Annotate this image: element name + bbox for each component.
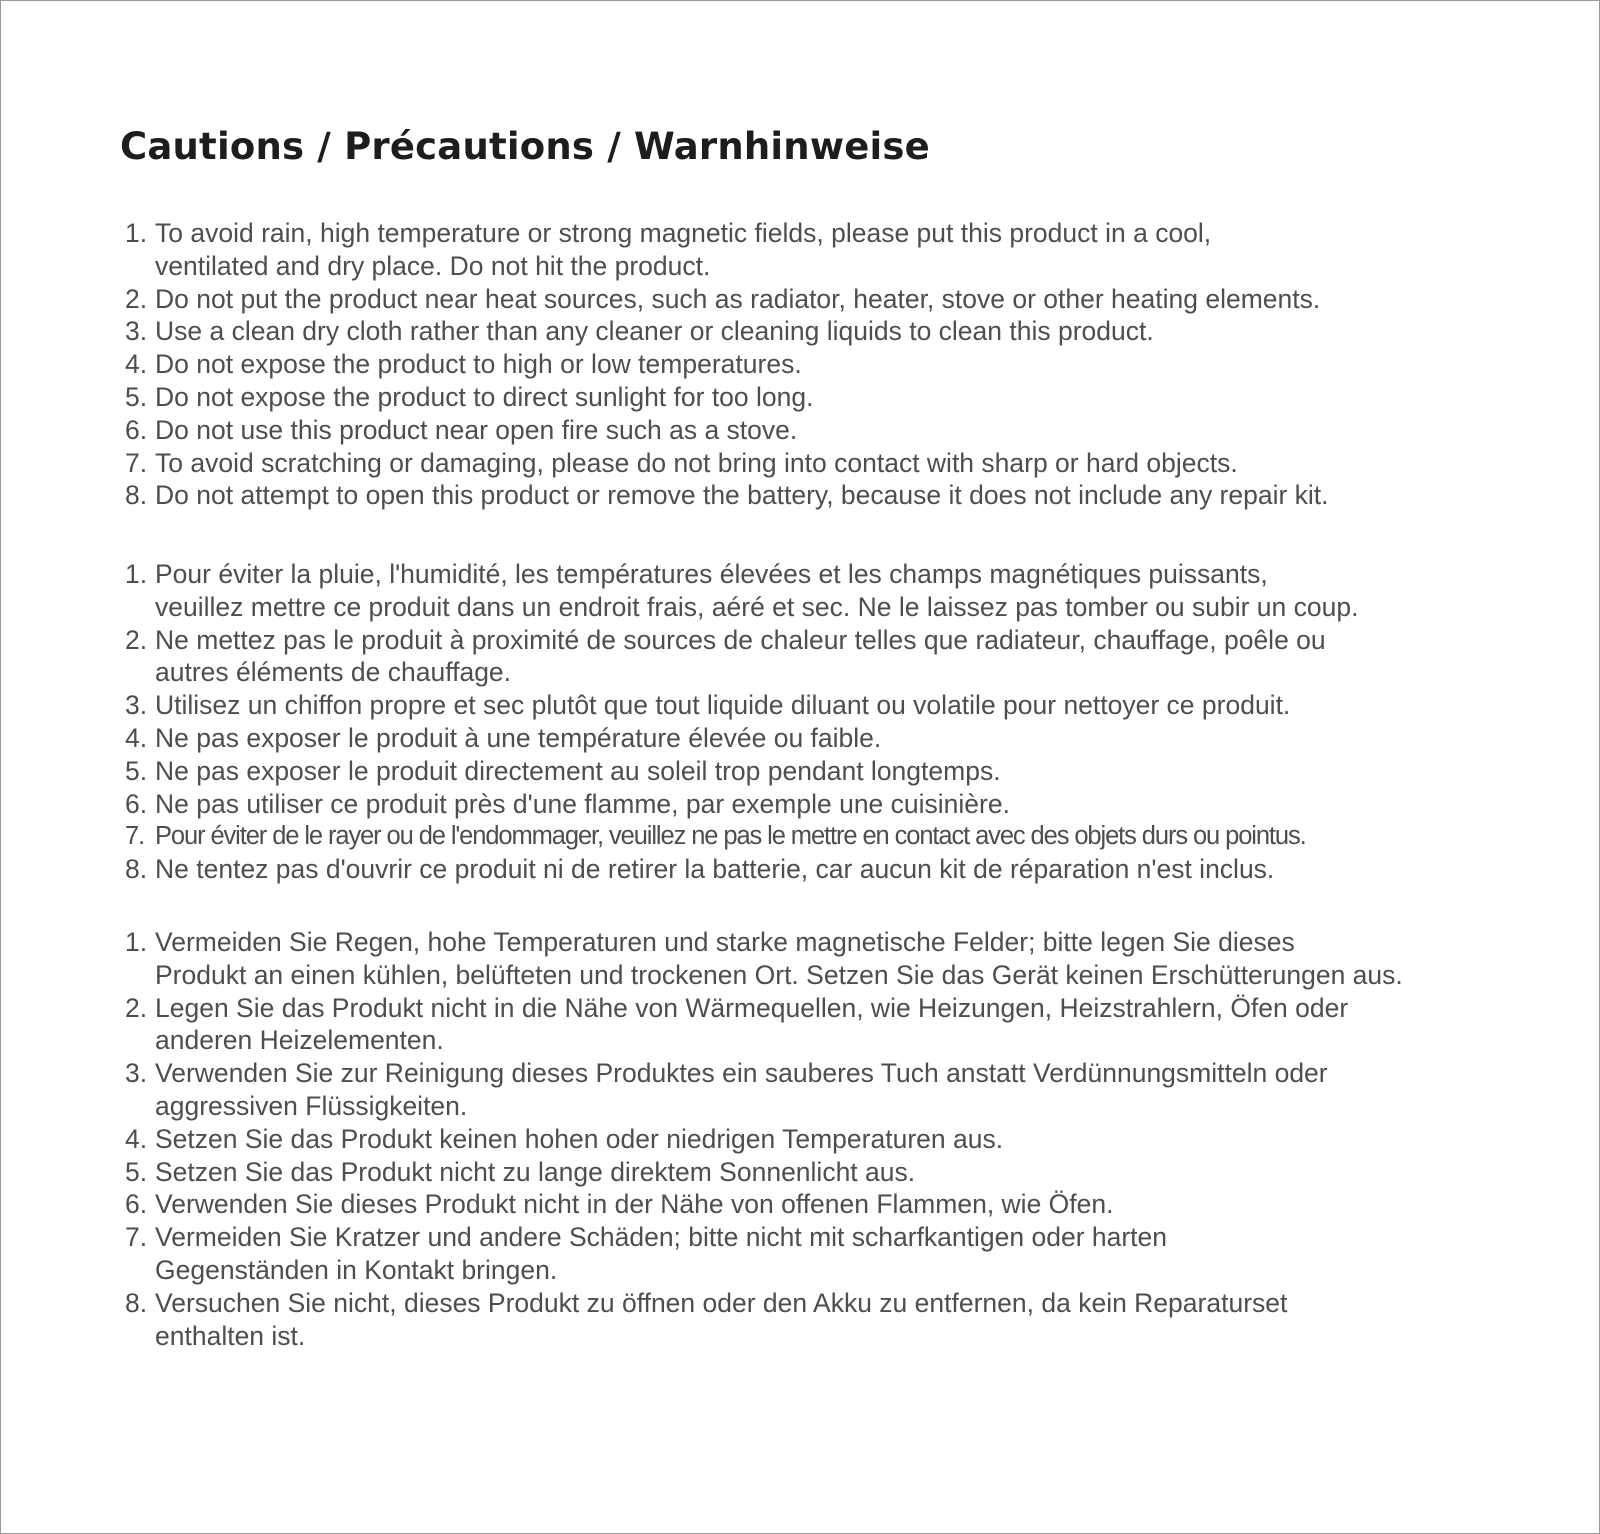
caution-item-line: Ne tentez pas d'ouvrir ce produit ni de retirer la batterie, car aucun kit de réparation n'est inclus. — [155, 854, 1275, 885]
caution-item-line: autres éléments de chauffage. — [155, 657, 512, 688]
caution-item — [125, 283, 1329, 316]
caution-item — [125, 1123, 1403, 1156]
caution-item-number: 4. — [125, 722, 148, 753]
caution-item-line: To avoid rain, high temperature or strong magnetic fields, please put this product in a cool, — [155, 218, 1212, 248]
caution-item-line: Do not expose the product to high or low temperatures. — [155, 349, 802, 380]
caution-item-line: anderen Heizelementen. — [155, 1025, 444, 1056]
caution-item — [125, 1188, 1403, 1221]
caution-item-line: Legen Sie das Produkt nicht in die Nähe von Wärmequellen, wie Heizungen, Heizstrahlern, Öfen oder — [155, 992, 1349, 1023]
caution-item-number: 2. — [125, 992, 148, 1023]
caution-item-line: Setzen Sie das Produkt nicht zu lange direktem Sonnenlicht aus. — [155, 1156, 916, 1187]
caution-item — [125, 348, 1329, 381]
caution-item-number: 3. — [125, 690, 148, 721]
caution-item-line: Do not expose the product to direct sunlight for too long. — [155, 381, 814, 412]
caution-item — [125, 624, 1358, 690]
caution-item-line: Do not put the product near heat sources, such as radiator, heater, stove or other heating elements. — [155, 283, 1321, 314]
caution-item-line: Ne pas utiliser ce produit près d'une flamme, par exemple une cuisinière. — [155, 788, 1010, 819]
caution-item-number: 8. — [125, 854, 148, 885]
caution-item-number: 7. — [125, 447, 148, 478]
caution-item-line: Setzen Sie das Produkt keinen hohen oder niedrigen Temperaturen aus. — [155, 1123, 1004, 1154]
page-title: Cautions / Précautions / Warnhinweise — [120, 125, 930, 168]
caution-item-line: Do not attempt to open this product or remove the battery, because it does not include any repair kit. — [155, 480, 1329, 511]
caution-item — [125, 992, 1403, 1058]
caution-item-line: Use a clean dry cloth rather than any cleaner or cleaning liquids to clean this product. — [155, 316, 1154, 347]
caution-item-line: Ne pas exposer le produit à une température élevée ou faible. — [155, 722, 882, 753]
caution-item-line: Verwenden Sie zur Reinigung dieses Produktes ein sauberes Tuch anstatt Verdünnungsmitteln oder — [155, 1058, 1328, 1089]
english-cautions-list — [125, 217, 1329, 512]
caution-item-number: 3. — [125, 1058, 148, 1089]
caution-item — [125, 926, 1403, 992]
french-cautions-list — [125, 558, 1358, 886]
caution-item — [125, 1287, 1403, 1353]
caution-item-number: 8. — [125, 1287, 148, 1318]
caution-item — [125, 1156, 1403, 1189]
caution-item-number: 6. — [125, 414, 148, 445]
caution-item-number: 5. — [125, 1156, 148, 1187]
caution-item — [125, 820, 1358, 853]
caution-item-number: 8. — [125, 480, 148, 511]
caution-item — [125, 755, 1358, 788]
caution-item-line: To avoid scratching or damaging, please do not bring into contact with sharp or hard objects. — [155, 447, 1238, 478]
caution-item-number: 5. — [125, 381, 148, 412]
caution-item-number: 3. — [125, 316, 148, 347]
caution-item-number: 1. — [125, 559, 148, 589]
caution-item-number: 7. — [125, 822, 145, 851]
caution-item — [125, 447, 1329, 480]
caution-item — [125, 217, 1329, 283]
caution-item-number: 1. — [125, 927, 148, 957]
caution-item-line: ventilated and dry place. Do not hit the product. — [155, 250, 711, 281]
caution-item-line: Vermeiden Sie Kratzer und andere Schäden; bitte nicht mit scharfkantigen oder harten — [155, 1222, 1168, 1253]
caution-item — [125, 381, 1329, 414]
caution-item-line: Pour éviter la pluie, l'humidité, les températures élevées et les champs magnétiques puissants, — [155, 559, 1268, 589]
caution-item-line: Versuchen Sie nicht, dieses Produkt zu öffnen oder den Akku zu entfernen, da kein Reparaturset — [155, 1287, 1288, 1318]
caution-item-number: 6. — [125, 788, 148, 819]
caution-item-line: veuillez mettre ce produit dans un endroit frais, aéré et sec. Ne le laissez pas tomber ou subir un coup. — [155, 591, 1359, 622]
caution-item-line: Ne mettez pas le produit à proximité de sources de chaleur telles que radiateur, chauffage, poêle ou — [155, 624, 1326, 655]
caution-item — [125, 479, 1329, 512]
caution-item — [125, 1057, 1403, 1123]
caution-item — [125, 315, 1329, 348]
caution-item — [125, 722, 1358, 755]
caution-item-line: aggressiven Flüssigkeiten. — [155, 1090, 468, 1121]
caution-item-number: 4. — [125, 349, 148, 380]
caution-item — [125, 853, 1358, 886]
caution-item-number: 7. — [125, 1222, 148, 1253]
caution-item-line: enthalten ist. — [155, 1320, 306, 1351]
caution-item-line: Do not use this product near open fire such as a stove. — [155, 414, 798, 445]
caution-item-line: Vermeiden Sie Regen, hohe Temperaturen und starke magnetische Felder; bitte legen Sie dieses — [155, 927, 1295, 957]
caution-item-number: 2. — [125, 624, 148, 655]
german-cautions-list — [125, 926, 1403, 1352]
caution-item-line: Pour éviter de le rayer ou de l'endommager, veuillez ne pas le mettre en contact avec des objets durs ou pointus. — [155, 822, 1306, 851]
caution-item — [125, 788, 1358, 821]
caution-item-number: 6. — [125, 1189, 148, 1220]
caution-item-number: 2. — [125, 283, 148, 314]
caution-item — [125, 558, 1358, 624]
caution-item — [125, 1221, 1403, 1287]
caution-item-number: 4. — [125, 1123, 148, 1154]
caution-item-line: Verwenden Sie dieses Produkt nicht in der Nähe von offenen Flammen, wie Öfen. — [155, 1189, 1114, 1220]
caution-item-number: 5. — [125, 755, 148, 786]
caution-item-line: Ne pas exposer le produit directement au soleil trop pendant longtemps. — [155, 755, 1001, 786]
caution-item-line: Utilisez un chiffon propre et sec plutôt que tout liquide diluant ou volatile pour nettoyer ce produit. — [155, 690, 1291, 721]
caution-item — [125, 689, 1358, 722]
caution-item-line: Gegenständen in Kontakt bringen. — [155, 1254, 558, 1285]
caution-item-number: 1. — [125, 218, 148, 248]
caution-item — [125, 414, 1329, 447]
caution-item-line: Produkt an einen kühlen, belüfteten und trockenen Ort. Setzen Sie das Gerät keinen Erschütterungen aus. — [155, 959, 1403, 990]
